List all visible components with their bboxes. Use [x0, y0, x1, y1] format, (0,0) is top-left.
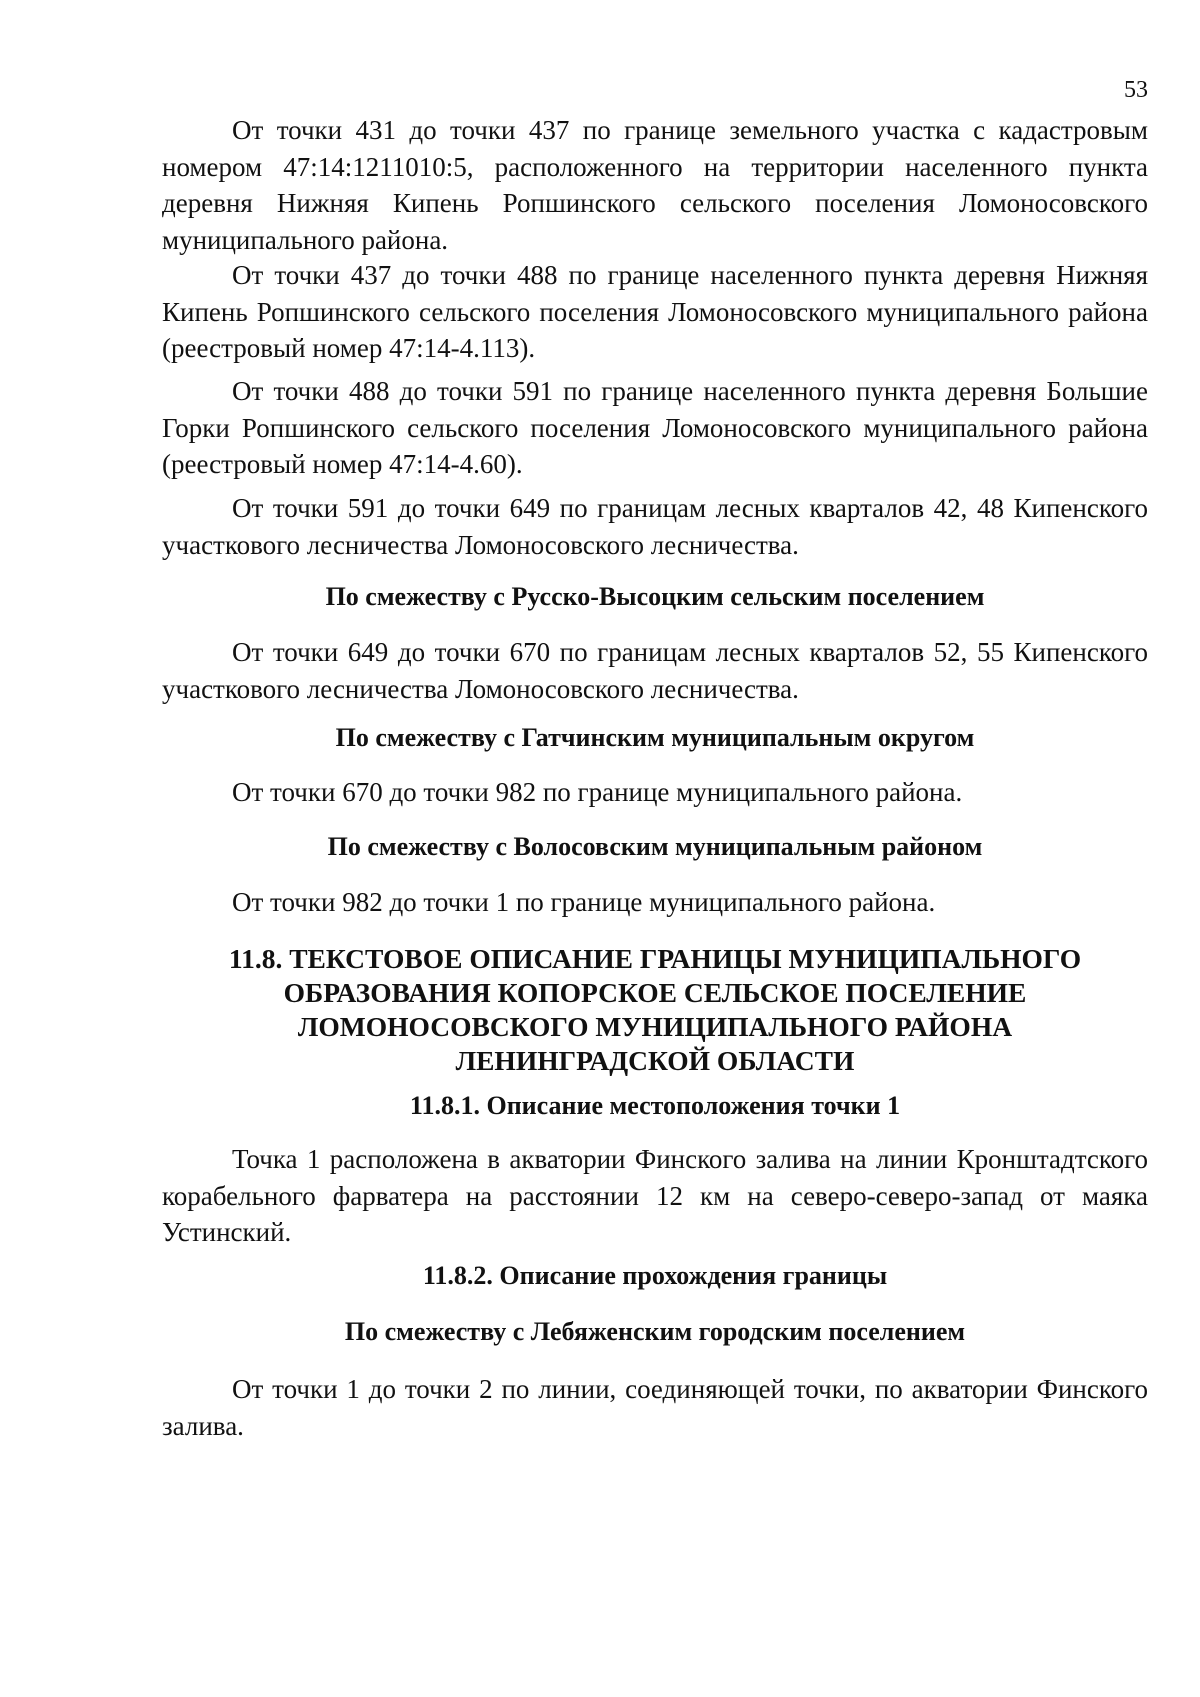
- section-title-line-2: ОБРАЗОВАНИЯ КОПОРСКОЕ СЕЛЬСКОЕ ПОСЕЛЕНИЕ: [283, 977, 1027, 1008]
- paragraph-488-591: От точки 488 до точки 591 по границе населенного пункта деревня Большие Горки Ропшинского сельского поселения Ломоносовского муниципального района (реестровый номер 47:14-4.60).: [162, 376, 1148, 479]
- paragraph-591-649: От точки 591 до точки 649 по границам лесных кварталов 42, 48 Кипенского участкового лесничества Ломоносовского лесничества.: [162, 493, 1148, 560]
- subheading-russko-vysotskoe: По смежеству с Русско-Высоцким сельским поселением: [325, 582, 985, 611]
- paragraph-670-982: От точки 670 до точки 982 по границе муниципального района.: [232, 777, 963, 807]
- paragraph-1-2: От точки 1 до точки 2 по линии, соединяющей точки, по акватории Финского залива.: [162, 1374, 1148, 1441]
- paragraph-point-1-location: Точка 1 расположена в акватории Финского залива на линии Кронштадтского корабельного фарватера на расстоянии 12 км на северо-северо-запад от маяка Устинский.: [162, 1144, 1148, 1247]
- subheading-11-8-2: 11.8.2. Описание прохождения границы: [422, 1261, 888, 1290]
- section-title-line-3: ЛОМОНОСОВСКОГО МУНИЦИПАЛЬНОГО РАЙОНА: [297, 1011, 1013, 1042]
- subheading-11-8-1: 11.8.1. Описание местоположения точки 1: [409, 1091, 901, 1120]
- paragraph-649-670: От точки 649 до точки 670 по границам лесных кварталов 52, 55 Кипенского участкового лесничества Ломоносовского лесничества.: [162, 637, 1148, 704]
- subheading-lebyazhenskoe: По смежеству с Лебяженским городским поселением: [344, 1317, 966, 1346]
- section-title-line-1: 11.8. ТЕКСТОВОЕ ОПИСАНИЕ ГРАНИЦЫ МУНИЦИПАЛЬНОГО: [228, 943, 1082, 974]
- section-title-line-4: ЛЕНИНГРАДСКОЙ ОБЛАСТИ: [455, 1045, 855, 1076]
- section-title-11-8: [162, 942, 1148, 1078]
- paragraph-982-1: От точки 982 до точки 1 по границе муниципального района.: [232, 887, 936, 917]
- page-number: 53: [1124, 77, 1148, 103]
- paragraph-431-437: От точки 431 до точки 437 по границе земельного участка с кадастровым номером 47:14:1211010:5, расположенного на территории населенного пункта деревня Нижняя Кипень Ропшинского сельского поселения Ломоносовского муниципального района.: [162, 115, 1148, 255]
- subheading-volosovsky: По смежеству с Волосовским муниципальным районом: [327, 832, 983, 861]
- subheading-gatchinsky: По смежеству с Гатчинским муниципальным округом: [335, 723, 975, 752]
- paragraph-437-488: От точки 437 до точки 488 по границе населенного пункта деревня Нижняя Кипень Ропшинского сельского поселения Ломоносовского муниципального района (реестровый номер 47:14-4.113).: [162, 260, 1148, 363]
